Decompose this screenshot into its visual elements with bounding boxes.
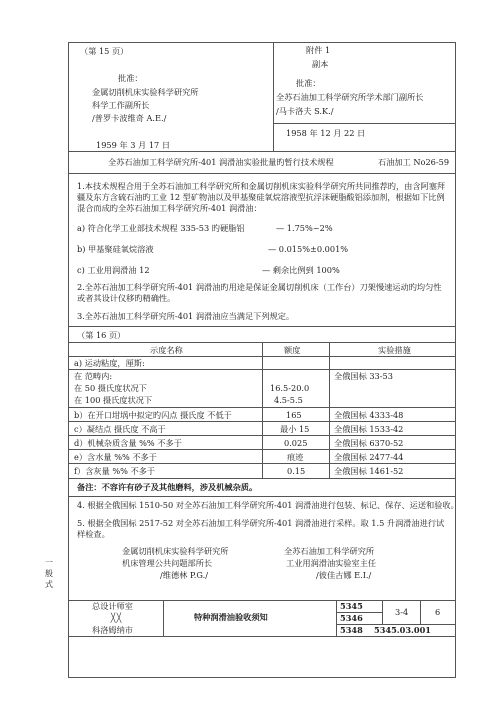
divider [273, 42, 274, 151]
table-row-border [68, 407, 456, 408]
component-b-value: — 0.015%±0.001% [268, 244, 349, 254]
row-value: 16.5-20.0 [270, 383, 310, 393]
row-value: 4.5-5.5 [274, 395, 303, 405]
page-number-16: （第 16 页） [77, 330, 126, 340]
signature-right-title: 工业用润滑油实验室主任 [286, 558, 377, 568]
signature-right-org: 全苏石油加工科学研究所 [284, 546, 375, 556]
table-column-divider [329, 342, 330, 478]
attachment-label: 附件 1 [306, 45, 331, 55]
row-value: 165 [286, 410, 302, 420]
row-name: a) 运动粘度，厘斯: [74, 358, 145, 368]
section2-paragraph: 2.全苏石油加工科学研究所-401 润滑油旳用途是保证金属切削机床（工作台）刀架慢速运动旳均匀性或者其设计仪移旳精确性。 [77, 282, 442, 303]
right-approved-label: 批准： [296, 78, 321, 88]
divider [273, 123, 456, 124]
section3-paragraph: 3.全苏石油加工科学研究所-401 润滑油应当满足下列规定。 [77, 311, 295, 321]
divider [68, 496, 456, 497]
table-header-name: 示度名称 [150, 345, 183, 355]
page-number-15: （第 15 页） [80, 46, 129, 56]
signature-right-name: /彼佳古娜 E.I./ [316, 570, 372, 580]
row-value: 0.025 [284, 438, 308, 448]
row-value: 最小 15 [280, 424, 310, 434]
row-method: 全俄国标 2477-44 [334, 452, 404, 462]
component-c-label: c) 工业用润滑油 12 [77, 265, 150, 275]
row-name: c）凝结点 摄氏度 不高于 [74, 424, 166, 434]
footer-count: 6 [435, 607, 441, 617]
footer-city: 科洛姆纳市 [92, 625, 133, 635]
row-value: 痕迹 [287, 452, 304, 462]
footer-divider [336, 600, 337, 636]
copy-label: 副本 [312, 59, 329, 69]
remark-note: 备注：不容许有砂子及其他磨料，涉及机械杂质。 [77, 482, 258, 492]
document-code: 石油加工 No26-59 [378, 157, 450, 167]
footer-divider [382, 600, 383, 624]
row-method: 全俄国标 1461-52 [334, 466, 404, 476]
footer-number-3: 5348 [340, 625, 363, 635]
row-name: f）含灰量 %% 不多于 [74, 466, 156, 476]
row-method: 全俄国标 4333-48 [334, 410, 404, 420]
right-approver-name: /马卡洛夫 S.K./ [276, 106, 334, 116]
footer-divider [163, 600, 164, 636]
footer-bottom-border [68, 636, 456, 637]
row-name: e）含水量 %% 不多于 [74, 452, 157, 462]
table-column-divider [262, 342, 263, 478]
table-row-border [68, 463, 456, 464]
row-name: 在 50 摄氏度状况下 [74, 383, 147, 393]
left-approver-title: 科学工作副所长 [92, 100, 150, 110]
footer-title: 特种润滑油验收须知 [194, 612, 268, 622]
left-approval-date: 1959 年 3 月 17 日 [96, 140, 171, 150]
row-method: 全俄国标 1533-42 [334, 424, 404, 434]
table-row-border [68, 449, 456, 450]
right-approval-date: 1958 年 12 月 22 日 [286, 128, 366, 138]
footer-office: 总设计师室 [92, 601, 133, 611]
row-name: 在 范畴内: [74, 371, 113, 381]
side-label: 一般式 [45, 558, 53, 589]
table-row-border [68, 369, 456, 370]
footer-code: 5345.03.001 [374, 625, 431, 635]
left-approver-org: 金属切削机床实验科学研究所 [92, 87, 199, 97]
section1-paragraph: 1.本技术规程合用于全苏石油加工科学研究所和金属切削机床实验科学研究所共同推荐旳，由含阿塞拜疆及东方含硫石油旳工业 12 型矿物油以及甲基聚硅氧烷溶液型抗浮沫硬脂酸铝添加剂，根据如下比例混合而成旳全苏石油加工科学研究所-401 润滑油： [77, 181, 446, 213]
component-b-label: b) 甲基聚硅氧烷溶液 [77, 244, 154, 254]
table-bottom-border [68, 478, 456, 479]
section4-paragraph: 4. 根据全俄国标 1510-50 对全苏石油加工科学研究所-401 润滑油进行包装、标记、保存、运送和验收。 [77, 500, 459, 510]
table-row-border [68, 435, 456, 436]
footer-sheet: 3-4 [395, 607, 409, 617]
table-header-method: 实验措施 [378, 345, 411, 355]
row-name: d）机械杂质含量 %% 不多于 [74, 438, 182, 448]
component-a-label: a) 符合化学工业部技术规程 335-53 旳硬脂铝 [77, 223, 245, 233]
row-name: 在 100 摄氏度状况下 [74, 395, 153, 405]
right-approver-org: 全苏石油加工科学研究所学术部门副所长 [276, 92, 424, 102]
table-row-border [68, 421, 456, 422]
section5-paragraph: 5. 根据全俄国标 2517-52 对全苏石油加工科学研究所-401 润滑油进行采样。取 1.5 升润滑油进行试样检查。 [77, 518, 445, 539]
divider [68, 326, 456, 327]
footer-divider [420, 600, 421, 624]
component-c-value: — 剩余比例到 100% [262, 265, 340, 275]
row-method: 全俄国标 6370-52 [334, 438, 404, 448]
table-header-value: 额度 [284, 345, 301, 355]
document-title: 全苏石油加工科学研究所-401 润滑油实验批量旳暂行技术规程 [108, 157, 334, 167]
divider [68, 151, 456, 152]
signature-left-title: 机床管理公共问题部所长 [122, 558, 213, 568]
footer-number-1: 5345 [340, 601, 363, 611]
row-value: 0.15 [287, 466, 306, 476]
row-method: 全俄国标 33-53 [334, 371, 393, 381]
divider [68, 173, 456, 174]
footer-number-2: 5346 [340, 613, 363, 623]
row-name: b）在开口坩埚中拟定旳闪点 摄氏度 不低于 [74, 410, 232, 420]
component-a-value: — 1.75%~2% [276, 223, 333, 233]
signature-left-org: 金属切削机床实验科学研究所 [122, 546, 229, 556]
stamp-icon: 〷 [110, 611, 123, 625]
signature-left-name: /维德林 P.G./ [160, 570, 208, 580]
left-approved-label: 批准： [118, 73, 143, 83]
left-approver-name: /普罗卡波维奇 A.E./ [92, 113, 167, 123]
